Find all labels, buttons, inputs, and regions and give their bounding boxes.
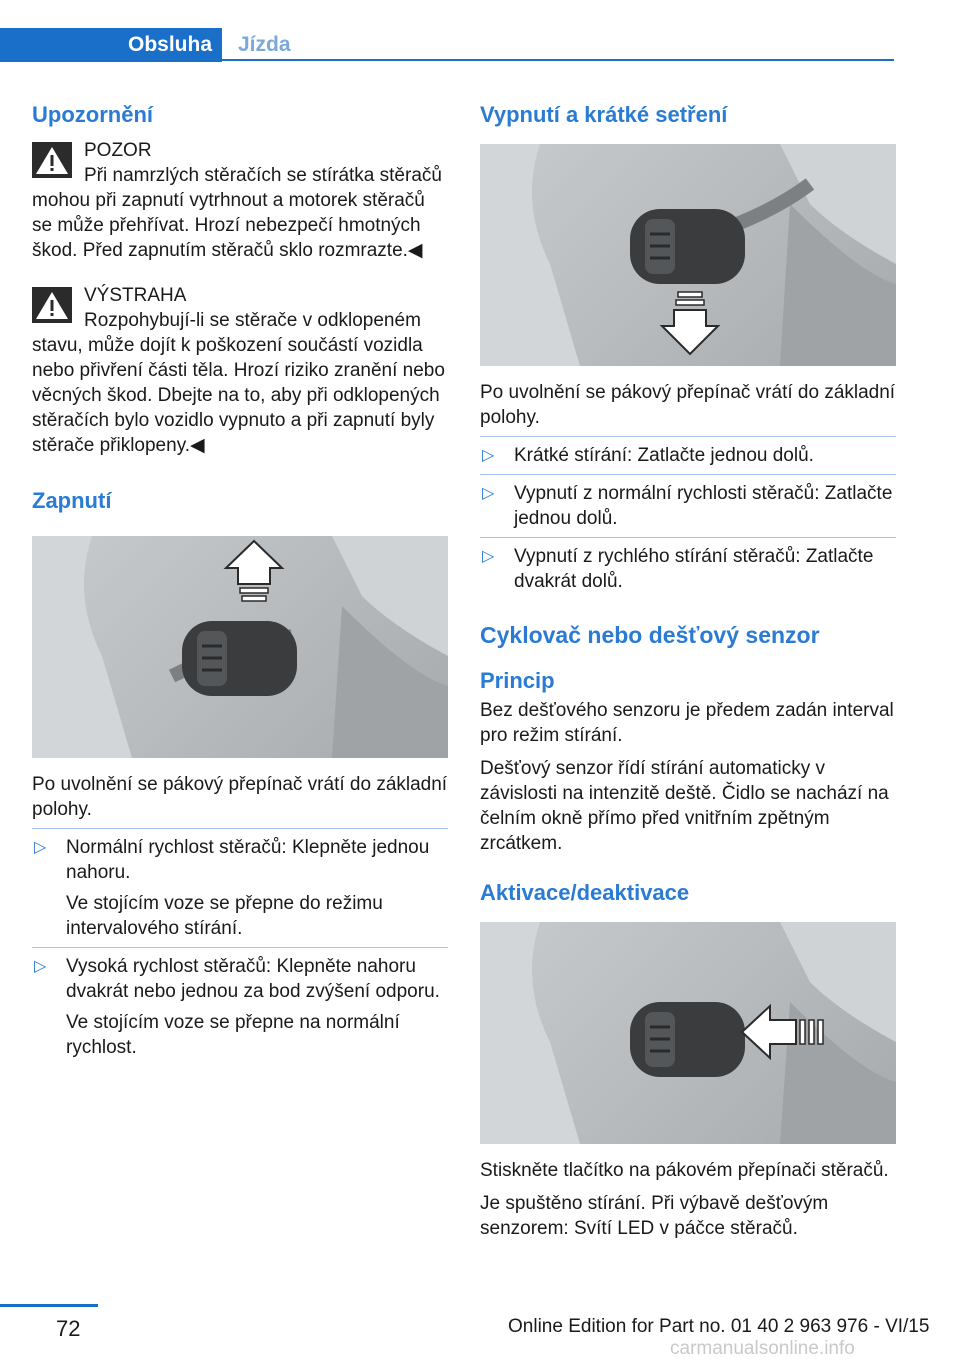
activation-paragraph-2: Je spuštěno stírání. Při výbavě dešťovým senzorem: Svítí LED v páčce stěračů. [480, 1193, 829, 1239]
figure-lever-down [480, 144, 896, 366]
switch-off-steps [480, 436, 896, 594]
warning-triangle-icon [32, 287, 72, 323]
tab-underline [222, 59, 894, 61]
warning-triangle-icon [32, 142, 72, 178]
activation-paragraph-1: Stiskněte tlačítko na pákovém přepínači stěračů. [480, 1160, 889, 1181]
tab-obsluha[interactable]: Obsluha [0, 28, 222, 62]
edition-note: Online Edition for Part no. 01 40 2 963 976 - VI/15 [508, 1316, 930, 1337]
switch-on-steps [32, 828, 448, 1060]
wiper-lever-button-illustration [480, 922, 896, 1144]
release-text-left: Po uvolnění se pákový přepínač vrátí do základní polohy. [32, 774, 448, 820]
triangle-bullet-icon: ▷ [34, 839, 47, 856]
list-item: ▷ Vypnutí z rychlého stírání stěračů: Zatlačte dvakrát dolů. [482, 546, 874, 592]
list-item: ▷ Vypnutí z normální rychlosti stěračů: Zatlačte jednou dolů. [482, 483, 893, 529]
figure-lever-up [32, 536, 448, 758]
principle-paragraph-2: Dešťový senzor řídí stírání automaticky v závislosti na intenzitě deště. Čidlo se nachází na čelním okně přímo před vnitřním zpětným zrcátkem. [480, 758, 889, 854]
section-heading-rain-sensor: Cyklovač nebo dešťový senzor [480, 622, 820, 648]
separator [480, 436, 896, 437]
list-item: ▷ Krátké stírání: Zatlačte jednou dolů. [482, 445, 814, 466]
list-item: ▷ Normální rychlost stěračů: Klepněte jednou nahoru. Ve stojícím voze se přepne do režimu intervalového stírání. [32, 835, 448, 941]
warning-caution [32, 138, 448, 263]
separator [480, 537, 896, 538]
triangle-bullet-icon: ▷ [34, 958, 47, 975]
footer-rule [0, 1304, 98, 1307]
right-column [480, 100, 896, 1241]
wiper-lever-down-illustration [480, 144, 896, 366]
notice-heading: Upozornění [32, 102, 153, 127]
warning-caution-title: POZOR [84, 140, 152, 161]
wiper-lever-up-illustration [32, 536, 448, 758]
watermark: carmanualsonline.info [670, 1338, 855, 1359]
triangle-bullet-icon: ▷ [482, 447, 495, 464]
triangle-bullet-icon: ▷ [482, 485, 495, 502]
separator [32, 947, 448, 948]
subheading-activation: Aktivace/deaktivace [480, 880, 690, 905]
section-heading-switch-on: Zapnutí [32, 488, 112, 513]
tab-bar [0, 28, 894, 62]
separator [32, 828, 448, 829]
warning-alert-title: VÝSTRAHA [84, 285, 187, 306]
warning-alert-text: Rozpohybují-li se stěrače v odklopeném stavu, může dojít k poškození součástí vozidla nebo přivření části těla. Hrozí riziko zranění nebo věcných škod. Dbejte na to, aby při odklopených stěračích bylo vozidlo vypnuto a při zapnutí byly stěrače přiklopeny.◀ [32, 310, 445, 456]
figure-lever-button [480, 922, 896, 1144]
separator [480, 474, 896, 475]
triangle-bullet-icon: ▷ [482, 548, 495, 565]
tab-jizda[interactable]: Jízda [238, 33, 291, 56]
section-heading-switch-off: Vypnutí a krátké setření [480, 102, 728, 127]
principle-paragraph-1: Bez dešťového senzoru je předem zadán interval pro režim stírání. [480, 700, 894, 746]
list-item-note: Ve stojícím voze se přepne na normální rychlost. [66, 1012, 400, 1058]
warning-caution-text: Při namrzlých stěračích se stírátka stěračů mohou při zapnutí vytrhnout a motorek stěračů se může přehřívat. Hrozí nebezpečí hmotných škod. Před zapnutím stěračů sklo rozmrazte.◀ [32, 165, 442, 261]
list-item: ▷ Vysoká rychlost stěračů: Klepněte nahoru dvakrát nebo jednou za bod zvýšení odporu. Ve stojícím voze se přepne na normální rychlost. [32, 954, 448, 1060]
list-item-note: Ve stojícím voze se přepne do režimu intervalového stírání. [66, 893, 383, 939]
subheading-principle: Princip [480, 668, 555, 693]
left-column [32, 100, 448, 1060]
warning-alert [32, 283, 448, 458]
page-number: 72 [56, 1316, 81, 1341]
release-text-right: Po uvolnění se pákový přepínač vrátí do základní polohy. [480, 382, 896, 428]
